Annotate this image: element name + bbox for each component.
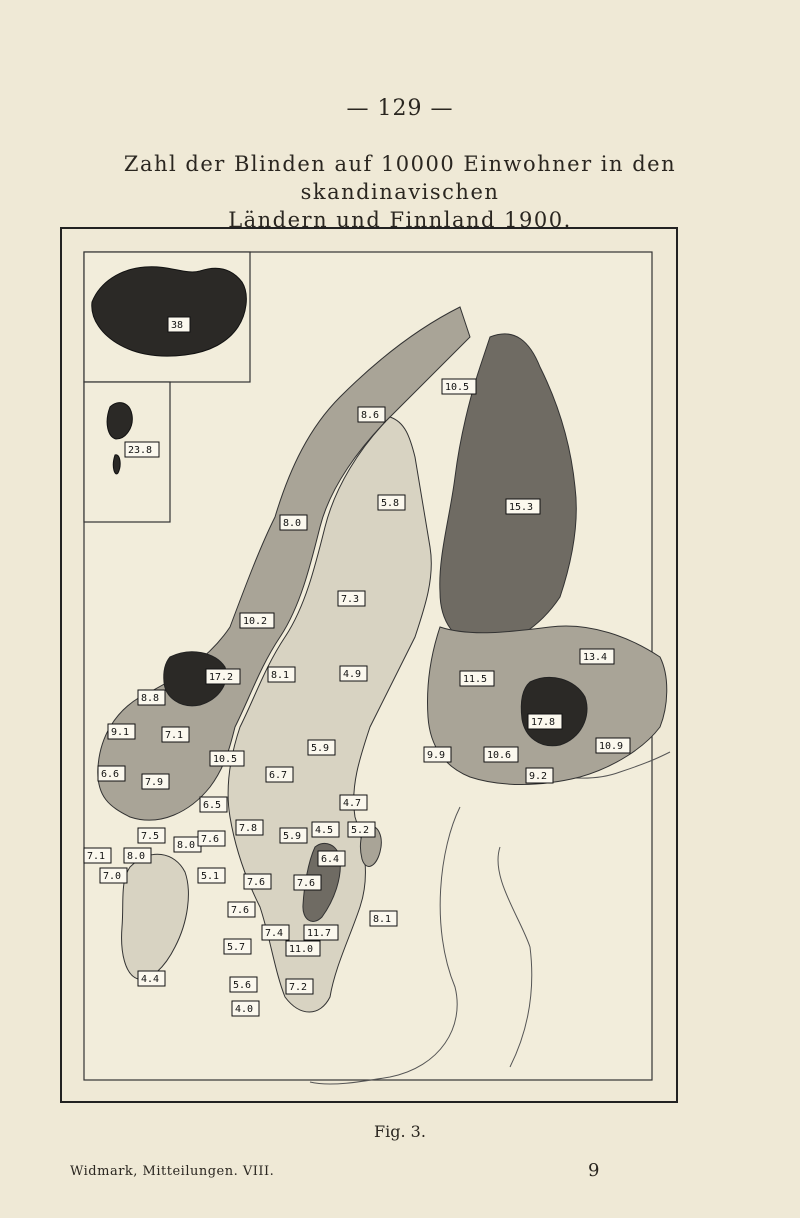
map-value-text: 7.6: [201, 834, 220, 845]
map-value-text: 8.0: [177, 840, 196, 851]
map-value-label: [370, 911, 397, 926]
map-value-label: [460, 671, 494, 686]
map-value-label: [142, 774, 169, 789]
map-value-label: [162, 727, 189, 742]
map-value-text: 10.9: [599, 741, 624, 752]
map-value-text: 7.5: [141, 831, 160, 842]
map-value-label: [100, 868, 127, 883]
map-value-text: 8.0: [283, 518, 302, 529]
map-value-text: 7.1: [165, 730, 184, 741]
map-value-label: [318, 851, 345, 866]
map-title-line-1: Zahl der Blinden auf 10000 Einwohner in den skandinavischen: [123, 152, 677, 204]
map-value-label: [236, 820, 263, 835]
map-value-text: 38: [171, 320, 184, 331]
map-value-text: 7.3: [341, 594, 360, 605]
map-value-text: 23.8: [128, 445, 153, 456]
map-value-label: [232, 1001, 259, 1016]
map-value-text: 10.2: [243, 616, 268, 627]
scandinavia-map: [60, 227, 682, 1107]
footer-source: Widmark, Mitteilungen. VIII.: [70, 1164, 275, 1179]
map-value-text: 9.9: [427, 750, 446, 761]
map-value-label: [528, 714, 562, 729]
map-value-text: 4.5: [315, 825, 334, 836]
map-value-text: 7.9: [145, 777, 164, 788]
map-value-text: 9.1: [111, 727, 130, 738]
map-value-label: [308, 740, 335, 755]
map-value-text: 10.5: [213, 754, 238, 765]
map-value-text: 4.9: [343, 669, 362, 680]
map-value-label: [378, 495, 405, 510]
map-value-text: 7.4: [265, 928, 284, 939]
map-value-label: [198, 831, 225, 846]
map-value-text: 9.2: [529, 771, 548, 782]
map-value-label: [338, 591, 365, 606]
map-value-label: [596, 738, 630, 753]
map-value-label: [304, 925, 338, 940]
map-value-text: 5.8: [381, 498, 400, 509]
map-value-label: [244, 874, 271, 889]
map-value-text: 6.6: [101, 769, 120, 780]
map-value-text: 5.9: [283, 831, 302, 842]
map-value-label: [240, 613, 274, 628]
map-value-label: [125, 442, 159, 457]
map-value-text: 5.9: [311, 743, 330, 754]
map-value-text: 17.2: [209, 672, 234, 683]
map-value-label: [228, 902, 255, 917]
map-value-text: 5.7: [227, 942, 246, 953]
map-value-label: [340, 666, 367, 681]
map-value-text: 6.5: [203, 800, 222, 811]
map-value-label: [138, 971, 165, 986]
map-value-label: [84, 848, 111, 863]
map-value-text: 15.3: [509, 502, 534, 513]
map-value-label: [124, 848, 151, 863]
map-value-text: 7.6: [297, 878, 316, 889]
map-value-label: [174, 837, 201, 852]
map-value-text: 8.1: [271, 670, 290, 681]
map-value-label: [580, 649, 614, 664]
map-value-label: [358, 407, 385, 422]
map-value-label: [280, 515, 307, 530]
map-value-label: [200, 797, 227, 812]
map-value-text: 5.1: [201, 871, 220, 882]
map-value-label: [98, 766, 125, 781]
map-value-label: [168, 317, 190, 332]
map-title: [40, 150, 760, 234]
map-value-text: 7.0: [103, 871, 122, 882]
map-value-label: [138, 690, 165, 705]
map-value-text: 6.7: [269, 770, 288, 781]
map-value-text: 6.4: [321, 854, 340, 865]
map-value-text: 7.2: [289, 982, 308, 993]
map-value-text: 7.6: [247, 877, 266, 888]
map-value-text: 4.4: [141, 974, 160, 985]
map-value-label: [210, 751, 244, 766]
map-value-text: 7.1: [87, 851, 106, 862]
map-value-text: 10.5: [445, 382, 470, 393]
map-value-text: 5.2: [351, 825, 370, 836]
map-value-text: 11.0: [289, 944, 314, 955]
map-value-text: 4.0: [235, 1004, 254, 1015]
map-value-text: 13.4: [583, 652, 608, 663]
map-value-label: [230, 977, 257, 992]
map-value-text: 8.1: [373, 914, 392, 925]
map-value-label: [286, 979, 313, 994]
map-value-label: [294, 875, 321, 890]
map-value-text: 8.0: [127, 851, 146, 862]
map-value-label: [424, 747, 451, 762]
map-value-label: [108, 724, 135, 739]
map-title-line-2: Ländern und Finnland 1900.: [228, 208, 572, 232]
map-value-label: [506, 499, 540, 514]
map-value-text: 8.6: [361, 410, 380, 421]
map-value-label: [280, 828, 307, 843]
map-value-label: [312, 822, 339, 837]
footer-signature-number: 9: [588, 1160, 600, 1181]
map-value-label: [266, 767, 293, 782]
map-value-text: 7.6: [231, 905, 250, 916]
map-value-text: 7.8: [239, 823, 258, 834]
map-value-text: 10.6: [487, 750, 512, 761]
map-value-label: [138, 828, 165, 843]
map-value-text: 4.7: [343, 798, 362, 809]
page-number: — 129 —: [346, 96, 454, 121]
map-value-label: [526, 768, 553, 783]
map-value-label: [206, 669, 240, 684]
map-value-label: [286, 941, 320, 956]
map-value-label: [224, 939, 251, 954]
map-value-text: 5.6: [233, 980, 252, 991]
map-value-label: [262, 925, 289, 940]
map-value-label: [268, 667, 295, 682]
map-value-text: 11.7: [307, 928, 332, 939]
map-value-text: 11.5: [463, 674, 488, 685]
map-value-label: [198, 868, 225, 883]
map-value-label: [340, 795, 367, 810]
map-value-label: [442, 379, 476, 394]
map-value-text: 17.8: [531, 717, 556, 728]
map-value-text: 8.8: [141, 693, 160, 704]
figure-caption: Fig. 3.: [374, 1122, 426, 1141]
map-value-label: [484, 747, 518, 762]
map-value-label: [348, 822, 375, 837]
